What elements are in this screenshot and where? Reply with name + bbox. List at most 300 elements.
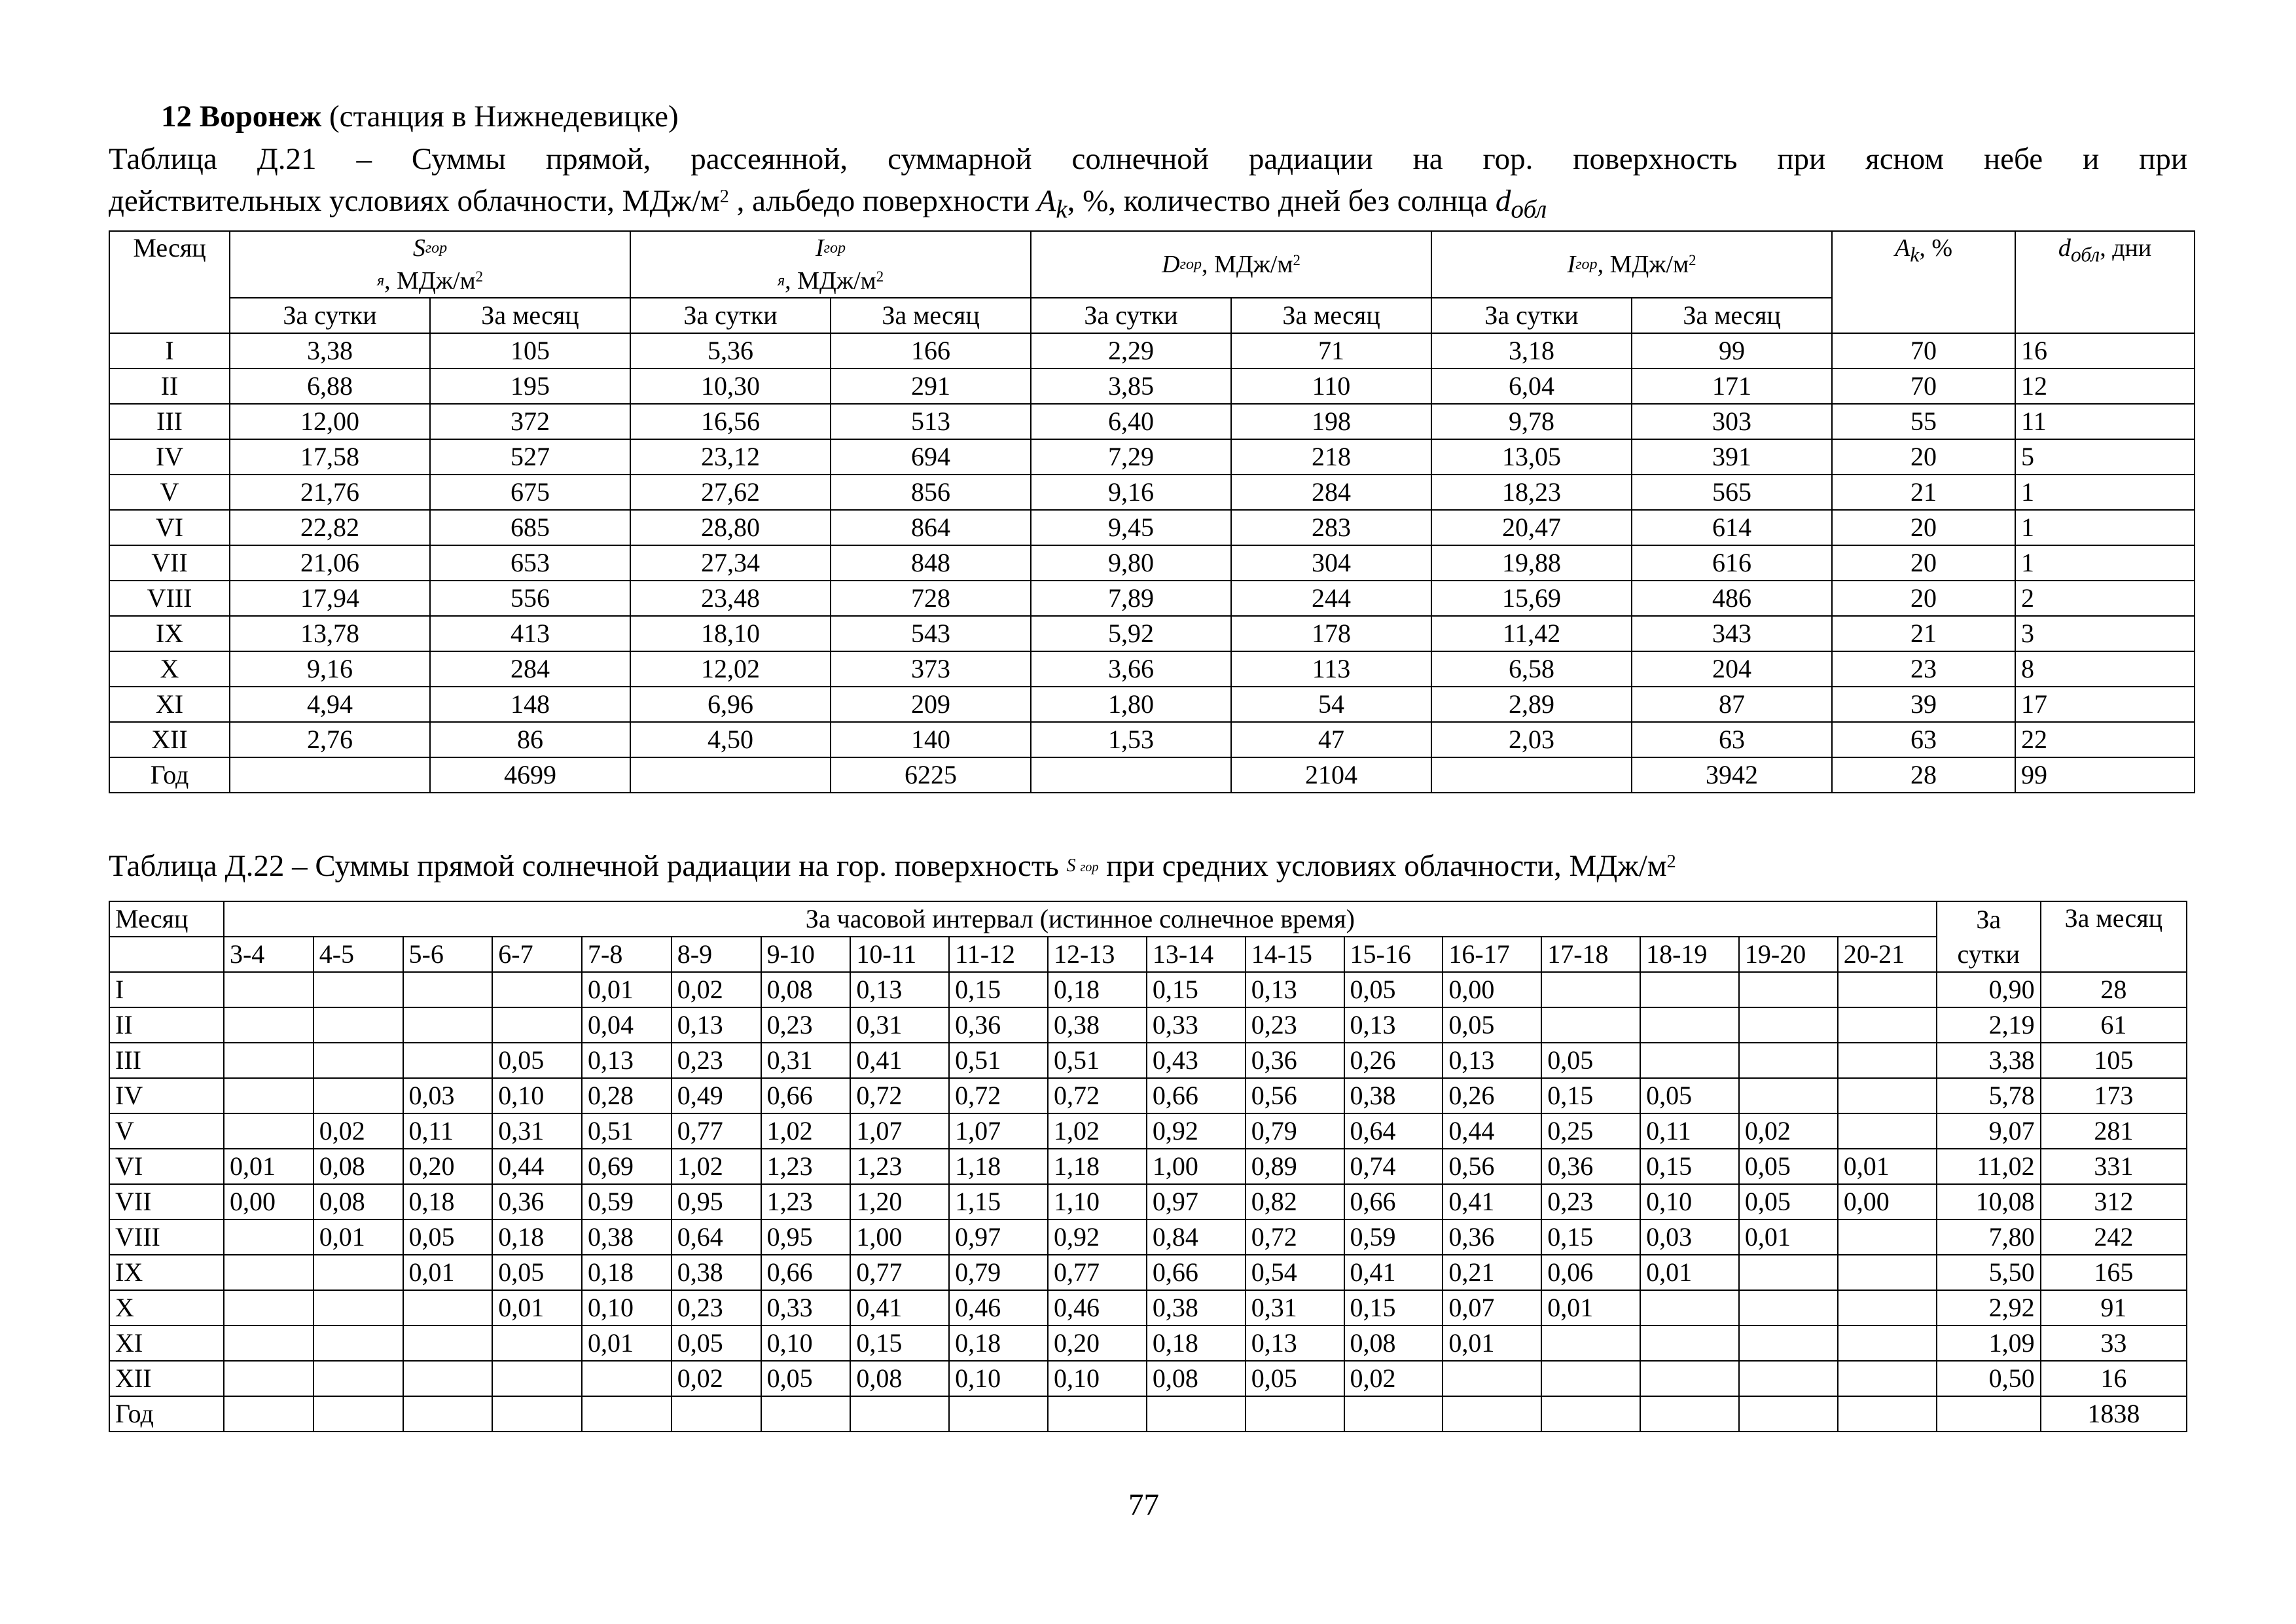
month-cell: VI [109,1149,224,1184]
value-cell: 331 [2041,1149,2187,1184]
value-cell: 0,41 [850,1043,949,1078]
value-cell: 1,15 [949,1184,1048,1219]
value-cell: 0,13 [1246,1326,1344,1361]
value-cell: 0,05 [403,1219,493,1255]
d-obl-header-label: , дни [2100,234,2152,262]
i-header: $I^{гор я}$, МДж/$м^2$ [630,231,1031,298]
value-cell: 3,38 [230,333,430,369]
value-cell [314,1396,403,1432]
value-cell [1838,1007,1937,1043]
value-cell: 6,88 [230,369,430,404]
value-cell: 0,74 [1344,1149,1443,1184]
value-cell: 218 [1231,439,1431,475]
value-cell: 198 [1231,404,1431,439]
value-cell: 0,04 [582,1007,672,1043]
table-row [109,369,2195,404]
value-cell: 23,12 [630,439,831,475]
q-header-label: , МДж/м [1597,251,1689,278]
value-cell [582,1361,672,1396]
d-obl-header: $d_{обл}$, дни [2015,231,2195,333]
value-cell: 0,23 [672,1290,761,1326]
hour-interval-header: 12-13 [1048,937,1147,972]
value-cell [1541,1396,1640,1432]
value-cell: 17 [2015,687,2195,722]
value-cell [314,1007,403,1043]
value-cell: 2,76 [230,722,430,757]
value-cell: 9,45 [1031,510,1231,545]
value-cell: 304 [1231,545,1431,581]
value-cell: 728 [831,581,1031,616]
value-cell [1640,1396,1739,1432]
value-cell: 0,66 [761,1078,851,1113]
value-cell: 0,92 [1048,1219,1147,1255]
value-cell: 16 [2041,1361,2187,1396]
hour-interval-header: 19-20 [1739,937,1838,972]
value-cell [1739,1043,1838,1078]
ak-header: $A_k$, % [1832,231,2015,333]
month-cell: V [109,1113,224,1149]
t2-month-header: Месяц [109,901,224,937]
value-cell: 0,69 [582,1149,672,1184]
value-cell: 281 [2041,1113,2187,1149]
value-cell: 4,94 [230,687,430,722]
value-cell: 0,15 [1541,1078,1640,1113]
value-cell: 1 [2015,545,2195,581]
hour-interval-header: 17-18 [1541,937,1640,972]
value-cell: 0,18 [949,1326,1048,1361]
value-cell: 2,92 [1937,1290,2041,1326]
value-cell: 0,41 [1344,1255,1443,1290]
value-cell: 13,05 [1431,439,1632,475]
value-cell: 16,56 [630,404,831,439]
value-cell: 694 [831,439,1031,475]
value-cell: 21,76 [230,475,430,510]
value-cell [1541,972,1640,1007]
value-cell [1640,1326,1739,1361]
value-cell: 0,38 [1147,1290,1246,1326]
value-cell: 21 [1832,475,2015,510]
value-cell: 0,51 [582,1113,672,1149]
value-cell: 0,79 [949,1255,1048,1290]
value-cell: 0,64 [672,1219,761,1255]
d-obl-symbol: $d_{обл}$ [1495,184,1547,224]
value-cell: 16 [2015,333,2195,369]
value-cell: 0,64 [1344,1113,1443,1149]
value-cell: 543 [831,616,1031,651]
value-cell: 11,02 [1937,1149,2041,1184]
value-cell: 0,26 [1344,1043,1443,1078]
value-cell: 0,36 [1541,1149,1640,1184]
value-cell: 0,66 [1344,1184,1443,1219]
hour-interval-header: 18-19 [1640,937,1739,972]
table2-header-row1 [109,901,2187,937]
value-cell: 22 [2015,722,2195,757]
value-cell: 0,72 [949,1078,1048,1113]
value-cell [314,1043,403,1078]
value-cell: 0,05 [761,1361,851,1396]
value-cell: 12 [2015,369,2195,404]
value-cell: 28 [1832,757,2015,793]
table1-caption-line2 [109,181,1547,230]
value-cell: 3,66 [1031,651,1231,687]
interval-header: За часовой интервал (истинное солнечное время) [224,901,1937,937]
t2-per-month-header: За месяц [2041,901,2187,972]
value-cell: 0,01 [403,1255,493,1290]
value-cell: 10,30 [630,369,831,404]
value-cell: 0,38 [582,1219,672,1255]
value-cell: 20 [1832,439,2015,475]
value-cell: 209 [831,687,1031,722]
value-cell: 0,72 [850,1078,949,1113]
value-cell [314,972,403,1007]
value-cell [1443,1396,1541,1432]
value-cell [1246,1396,1344,1432]
value-cell: 0,23 [1541,1184,1640,1219]
value-cell [224,1043,314,1078]
hour-interval-header: 8-9 [672,937,761,972]
value-cell [224,1113,314,1149]
value-cell: 20,47 [1431,510,1632,545]
hour-interval-header: 9-10 [761,937,851,972]
month-cell: VIII [109,581,230,616]
month-cell: Год [109,1396,224,1432]
value-cell: 9,16 [1031,475,1231,510]
value-cell [314,1361,403,1396]
value-cell: 21 [1832,616,2015,651]
value-cell [1838,1255,1937,1290]
value-cell: 0,36 [949,1007,1048,1043]
value-cell: 21,06 [230,545,430,581]
value-cell: 10,08 [1937,1184,2041,1219]
hour-interval-header: 4-5 [314,937,403,972]
value-cell [224,1290,314,1326]
value-cell: 0,46 [1048,1290,1147,1326]
value-cell [492,1326,582,1361]
value-cell [1739,1396,1838,1432]
value-cell: 1,80 [1031,687,1231,722]
hour-interval-header: 10-11 [850,937,949,972]
value-cell: 17,94 [230,581,430,616]
value-cell: 0,49 [672,1078,761,1113]
value-cell [1431,757,1632,793]
value-cell: 5,92 [1031,616,1231,651]
value-cell [403,1290,493,1326]
sup-2: 2 [719,187,729,207]
table-row [109,333,2195,369]
value-cell [1739,972,1838,1007]
table-row [109,616,2195,651]
value-cell: 18,23 [1431,475,1632,510]
value-cell: 0,20 [1048,1326,1147,1361]
month-cell: IV [109,1078,224,1113]
value-cell: 1,53 [1031,722,1231,757]
value-cell: 0,18 [1147,1326,1246,1361]
value-cell [1443,1361,1541,1396]
month-cell: III [109,404,230,439]
value-cell: 6,40 [1031,404,1231,439]
value-cell: 856 [831,475,1031,510]
value-cell: 0,36 [1443,1219,1541,1255]
value-cell: 0,07 [1443,1290,1541,1326]
value-cell: 614 [1632,510,1832,545]
value-cell: 2,03 [1431,722,1632,757]
value-cell: 0,08 [850,1361,949,1396]
value-cell [1739,1255,1838,1290]
value-cell [1739,1078,1838,1113]
q-header: $I^{гор}$, МДж/$м^2$ [1431,231,1832,298]
s-header: $S^{гор я}$, МДж/$м^2$ [230,231,630,298]
month-cell: IX [109,1255,224,1290]
value-cell: 0,51 [1048,1043,1147,1078]
s-header-label: , МДж/м [384,267,476,295]
t2-per-day-header-bottom: сутки [1937,937,2041,972]
value-cell: 312 [2041,1184,2187,1219]
value-cell: 0,56 [1443,1149,1541,1184]
value-cell: 244 [1231,581,1431,616]
value-cell: 9,16 [230,651,430,687]
value-cell: 0,77 [672,1113,761,1149]
table-row [109,1290,2187,1326]
value-cell: 1,00 [1147,1149,1246,1184]
value-cell: 9,78 [1431,404,1632,439]
table-row [109,1184,2187,1219]
value-cell [1344,1396,1443,1432]
month-cell: V [109,475,230,510]
table-row [109,404,2195,439]
value-cell: 0,10 [582,1290,672,1326]
value-cell: 3,18 [1431,333,1632,369]
value-cell: 0,23 [761,1007,851,1043]
value-cell: 18,10 [630,616,831,651]
value-cell: 113 [1231,651,1431,687]
value-cell: 47 [1231,722,1431,757]
value-cell [1640,1043,1739,1078]
value-cell: 0,05 [492,1255,582,1290]
value-cell: 0,66 [761,1255,851,1290]
value-cell: 0,79 [1246,1113,1344,1149]
value-cell: 0,18 [492,1219,582,1255]
table-row [109,972,2187,1007]
value-cell: 0,41 [1443,1184,1541,1219]
value-cell: 373 [831,651,1031,687]
caption2-part-b: при средних условиях облачности, МДж/м [1098,849,1667,883]
value-cell: 0,10 [949,1361,1048,1396]
value-cell: 9,80 [1031,545,1231,581]
value-cell: 0,11 [1640,1113,1739,1149]
month-cell: VIII [109,1219,224,1255]
ak-symbol: $A_k$ [1037,184,1067,224]
value-cell: 0,56 [1246,1078,1344,1113]
table-row [109,1255,2187,1290]
value-cell [224,1078,314,1113]
value-cell: 1 [2015,475,2195,510]
value-cell: 0,38 [672,1255,761,1290]
value-cell: 1,07 [850,1113,949,1149]
value-cell: 0,10 [761,1326,851,1361]
month-cell: VII [109,545,230,581]
value-cell: 0,66 [1147,1255,1246,1290]
value-cell: 33 [2041,1326,2187,1361]
value-cell [582,1396,672,1432]
value-cell: 140 [831,722,1031,757]
value-cell: 171 [1632,369,1832,404]
table-row [109,510,2195,545]
table-row [109,1149,2187,1184]
value-cell [630,757,831,793]
value-cell [672,1396,761,1432]
value-cell: 2104 [1231,757,1431,793]
value-cell: 291 [831,369,1031,404]
month-cell: I [109,972,224,1007]
table-row [109,545,2195,581]
value-cell: 2,29 [1031,333,1231,369]
value-cell: 0,31 [761,1043,851,1078]
value-cell: 0,05 [1246,1361,1344,1396]
value-cell: 3 [2015,616,2195,651]
value-cell: 283 [1231,510,1431,545]
table-row [109,651,2195,687]
value-cell: 148 [430,687,630,722]
value-cell: 848 [831,545,1031,581]
value-cell: 0,00 [224,1184,314,1219]
value-cell: 0,51 [949,1043,1048,1078]
value-cell: 0,13 [1246,972,1344,1007]
value-cell: 99 [2015,757,2195,793]
value-cell: 1,00 [850,1219,949,1255]
value-cell: 0,77 [850,1255,949,1290]
value-cell [314,1326,403,1361]
value-cell: 0,05 [1739,1184,1838,1219]
value-cell: 17,58 [230,439,430,475]
table-d22 [109,901,2187,1432]
value-cell: 0,13 [850,972,949,1007]
value-cell: 685 [430,510,630,545]
value-cell: 0,05 [492,1043,582,1078]
value-cell: 0,05 [1640,1078,1739,1113]
value-cell: 0,28 [582,1078,672,1113]
value-cell: 6,96 [630,687,831,722]
s-gor-symbol: S гор [1066,856,1099,876]
value-cell: 0,90 [1937,972,2041,1007]
value-cell: 653 [430,545,630,581]
value-cell: 63 [1632,722,1832,757]
value-cell [1640,1361,1739,1396]
value-cell: 105 [430,333,630,369]
value-cell: 0,02 [672,972,761,1007]
d-header: $D^{гор}$, МДж/$м^2$ [1031,231,1431,298]
value-cell: 0,18 [1048,972,1147,1007]
month-cell: II [109,1007,224,1043]
month-header: Месяц [109,231,230,333]
table-row [109,581,2195,616]
value-cell: 0,01 [1739,1219,1838,1255]
value-cell [492,972,582,1007]
value-cell: 110 [1231,369,1431,404]
table1-header-row1 [109,231,2195,298]
value-cell: 0,31 [492,1113,582,1149]
value-cell: 0,15 [1344,1290,1443,1326]
value-cell [1031,757,1231,793]
table-row [109,1043,2187,1078]
value-cell [1838,1326,1937,1361]
value-cell: 284 [430,651,630,687]
table2-header-row2 [109,937,2187,972]
value-cell: 63 [1832,722,2015,757]
q-per-month-header: За месяц [1632,298,1832,333]
t2-month-header-blank [109,937,224,972]
value-cell: 0,92 [1147,1113,1246,1149]
value-cell: 0,01 [582,1326,672,1361]
i-per-month-header: За месяц [831,298,1031,333]
value-cell: 0,72 [1048,1078,1147,1113]
hour-interval-header: 11-12 [949,937,1048,972]
value-cell: 0,84 [1147,1219,1246,1255]
value-cell: 0,18 [403,1184,493,1219]
caption2-part-a: Таблица Д.22 – Суммы прямой солнечной радиации на гор. поверхность [109,849,1067,883]
value-cell: 1,02 [1048,1113,1147,1149]
value-cell: 4699 [430,757,630,793]
value-cell: 0,13 [1443,1043,1541,1078]
month-cell: I [109,333,230,369]
value-cell: 27,62 [630,475,831,510]
value-cell: 55 [1832,404,2015,439]
value-cell [1147,1396,1246,1432]
value-cell: 391 [1632,439,1832,475]
value-cell: 0,05 [1541,1043,1640,1078]
month-cell: II [109,369,230,404]
value-cell: 0,01 [582,972,672,1007]
value-cell: 70 [1832,333,2015,369]
value-cell: 71 [1231,333,1431,369]
t2-per-day-header-top: За [1937,901,2041,937]
i-header-label: , МДж/м [785,267,876,295]
value-cell: 0,13 [1344,1007,1443,1043]
value-cell: 0,00 [1443,972,1541,1007]
value-cell: 70 [1832,369,2015,404]
value-cell: 15,69 [1431,581,1632,616]
value-cell: 1,23 [761,1149,851,1184]
value-cell: 0,31 [1246,1290,1344,1326]
value-cell: 0,41 [850,1290,949,1326]
month-cell: VII [109,1184,224,1219]
value-cell: 0,72 [1246,1219,1344,1255]
month-cell: IX [109,616,230,651]
value-cell: 0,25 [1541,1113,1640,1149]
value-cell: 0,18 [582,1255,672,1290]
value-cell: 0,08 [314,1184,403,1219]
value-cell: 8 [2015,651,2195,687]
caption-part-a: действительных условиях облачности, МДж/м [109,184,720,218]
hour-interval-header: 20-21 [1838,937,1937,972]
page-heading [161,98,679,135]
value-cell: 1,02 [761,1113,851,1149]
value-cell: 3,85 [1031,369,1231,404]
value-cell [224,972,314,1007]
hour-interval-header: 15-16 [1344,937,1443,972]
value-cell: 0,95 [761,1219,851,1255]
value-cell: 0,01 [1443,1326,1541,1361]
value-cell [1640,1007,1739,1043]
table-row [109,1219,2187,1255]
value-cell: 0,03 [1640,1219,1739,1255]
value-cell [1838,1113,1937,1149]
value-cell: 0,15 [850,1326,949,1361]
value-cell: 0,02 [1739,1113,1838,1149]
month-cell: VI [109,510,230,545]
value-cell [1838,1396,1937,1432]
value-cell [1937,1396,2041,1432]
table-d21 [109,230,2195,793]
